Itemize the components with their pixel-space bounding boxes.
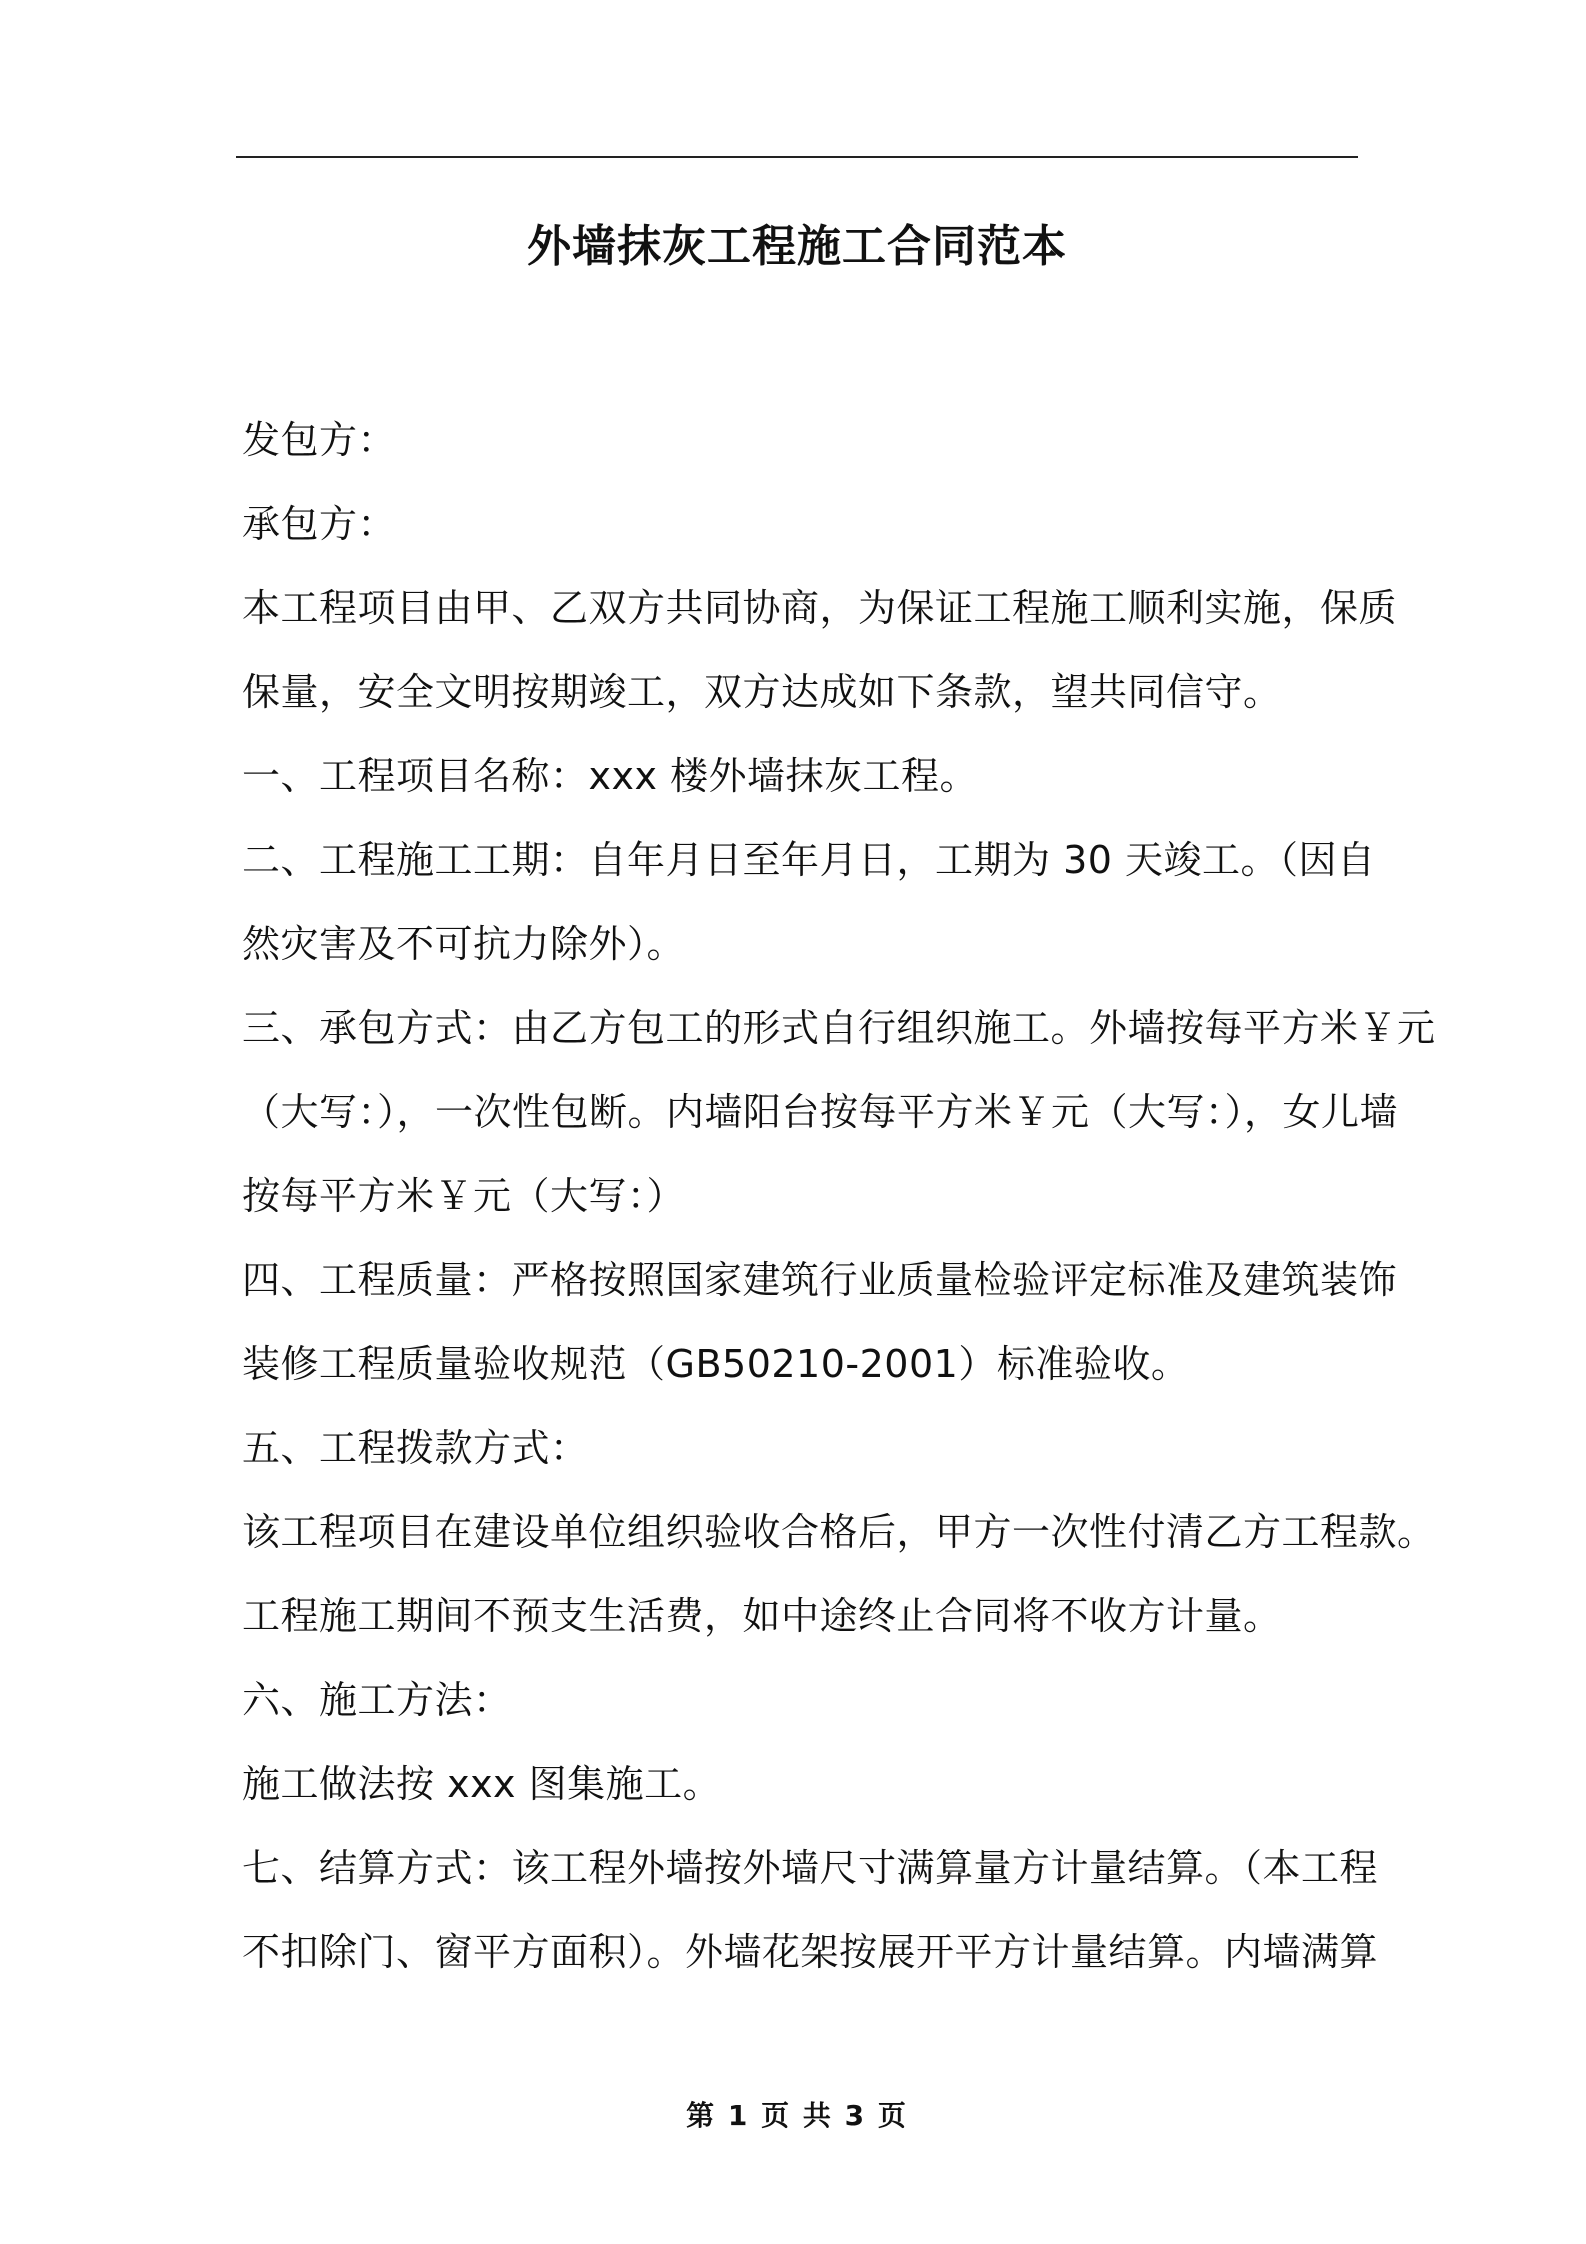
text-line: 该工程项目在建设单位组织验收合格后，甲方一次性付清乙方工程款。 — [242, 1510, 1436, 1554]
text-line: 承包方： — [242, 502, 397, 546]
document-title: 外墙抹灰工程施工合同范本 — [527, 221, 1067, 272]
text-line: 装修工程质量验收规范（GB50210-2001）标准验收。 — [242, 1342, 1190, 1386]
text-line: 保量，安全文明按期竣工，双方达成如下条款，望共同信守。 — [242, 670, 1282, 714]
text-line: 三、承包方式：由乙方包工的形式自行组织施工。外墙按每平方米￥元 — [242, 1006, 1436, 1050]
text-line: 六、施工方法： — [242, 1678, 512, 1722]
text-line: （大写：），一次性包断。内墙阳台按每平方米￥元（大写：），女儿墙 — [242, 1090, 1399, 1134]
text-line: 按每平方米￥元（大写：） — [242, 1174, 686, 1218]
text-line: 一、工程项目名称：xxx 楼外墙抹灰工程。 — [242, 754, 979, 798]
text-line: 不扣除门、窗平方面积）。外墙花架按展开平方计量结算。内墙满算 — [242, 1930, 1379, 1974]
text-line: 本工程项目由甲、乙双方共同协商，为保证工程施工顺利实施，保质 — [242, 586, 1398, 630]
text-line: 工程施工期间不预支生活费，如中途终止合同将不收方计量。 — [242, 1594, 1282, 1638]
text-line: 四、工程质量：严格按照国家建筑行业质量检验评定标准及建筑装饰 — [242, 1258, 1398, 1302]
document-body — [242, 398, 1436, 1994]
page-number-footer: 第 1 页 共 3 页 — [686, 2099, 908, 2132]
text-line: 七、结算方式：该工程外墙按外墙尺寸满算量方计量结算。（本工程 — [242, 1846, 1379, 1890]
text-line: 然灾害及不可抗力除外）。 — [242, 922, 686, 966]
text-line: 施工做法按 xxx 图集施工。 — [242, 1762, 722, 1806]
text-line: 二、工程施工工期：自年月日至年月日，工期为 30 天竣工。（因自 — [242, 838, 1376, 882]
text-line: 五、工程拨款方式： — [242, 1426, 589, 1470]
text-line: 发包方： — [242, 418, 397, 462]
header-rule — [236, 156, 1358, 158]
